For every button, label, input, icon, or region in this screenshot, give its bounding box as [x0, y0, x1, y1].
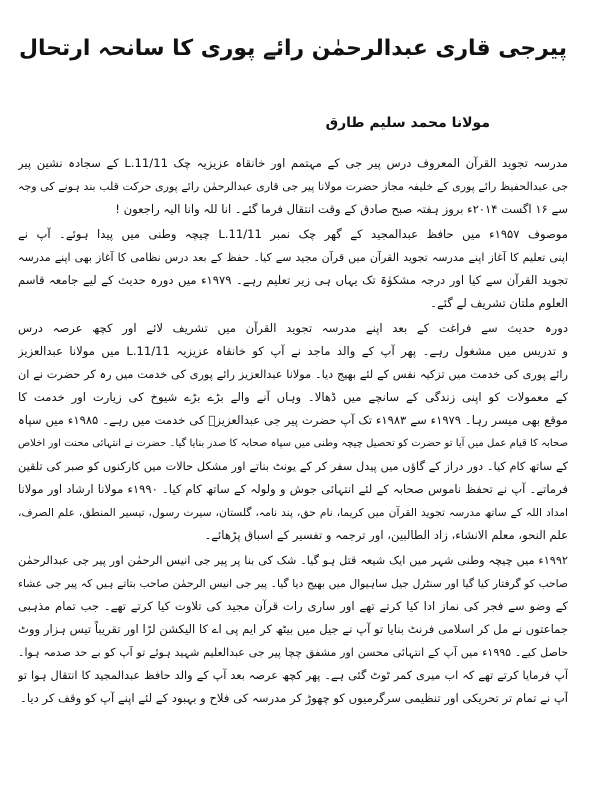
text-line: آپ نے تمام تر تحریکی اور تنظیمی سرگرمیوں کو چھوڑ کر مدرسہ کی فلاح و بہبود کے لئے اپنے آپ کو وقف کر دیا۔	[20, 691, 568, 705]
text-line: امداد اللہ کے ساتھ مدرسہ تجوید القرآن میں کریما، نام حق، پند نامہ، گلستان، سیرت رسول، تیسیر المنطق، علم الصرف،	[18, 506, 568, 519]
text-line: رائے پوری کی خدمت میں تزکیہ نفس کے لئے بھیج دیا۔ مولانا عبدالعزیز رائے پوری کی خدمت میں رہ کر حضرت نے ان	[18, 368, 568, 381]
text-line: اپنی تعلیم کا آغاز اپنے مدرسہ تجوید القرآن میں قرآن مجید سے کیا۔ حفظ کے بعد درس نظامی کا آغاز بھی اپنے مدرسہ	[18, 251, 568, 264]
text-line: ۱۹۹۲ء میں چیچہ وطنی شہر میں ایک شیعہ قتل ہو گیا۔ شک کی بنا پر پیر جی انیس الرحمٰن اور پیر جی عبدالرحمٰن	[18, 554, 568, 567]
text-line: آپ فرمایا کرتے تھے کہ اب میری کمر ٹوٹ گئی ہے۔ پھر کچھ عرصہ بعد آپ کے والد حافظ عبدالمجید کا انتقال ہوا تو	[18, 669, 568, 682]
text-line: کے معمولات کو اپنی زندگی کے سانچے میں ڈھالا۔ وہاں آنے والے بڑے بڑے شیوخ کی زیارت اور خدمت کا	[18, 390, 568, 404]
text-line: فرماتے۔ آپ نے تحفظ ناموس صحابہ کے لئے انتہائی جوش و ولولہ کے ساتھ کام کیا۔ ۱۹۹۰ء مولانا ارشاد اور مولانا	[18, 482, 568, 496]
text-line: تجوید القرآن سے کیا اور درجہ مشکوٰۃ تک یہاں ہی زیر تعلیم رہے۔ ۱۹۷۹ء میں دورہ حدیث کے لیے جامعہ قاسم	[18, 273, 568, 287]
text-line: جی عبدالحفیظ رائے پوری کے خلیفہ مجاز حضرت مولانا پیر جی قاری عبدالرحمٰن رائے پوری حرکت قلب بند ہونے کی وجہ	[18, 180, 568, 193]
text-line: و تدریس میں مشغول رہے۔ پھر آپ کے والد ماجد نے آپ کو خانقاہ عزیزیہ 11/11.L میں مولانا عبدالعزیز	[18, 344, 568, 358]
text-line: سے ۱۶ اگست ۲۰۱۴ء بروز ہفتہ صبح صادق کے وقت انتقال فرما گئے۔ انا للہ وانا الیہ راجعون !	[115, 202, 568, 216]
article-author: مولانا محمد سلیم طارق	[325, 115, 490, 131]
text-line: مدرسہ تجوید القرآن المعروف درس پیر جی کے مہتمم اور خانقاہ عزیزیہ چک 11/11.L کے سجادہ نشین پیر	[18, 156, 568, 170]
text-line: صاحب کو گرفتار کیا گیا اور سنٹرل جیل ساہیوال میں بھیج دیا گیا۔ پیر جی انیس الرحمٰن صاحب بتاتے ہیں کہ پیر جی عشاء	[18, 577, 568, 590]
article-paragraph	[18, 152, 568, 221]
text-line: کے وضو سے فجر کی نماز ادا کیا کرتے تھے اور ساری رات قرآن مجید کی تلاوت کیا کرتے تھے۔ جب تمام مذہبی	[18, 599, 568, 613]
article-paragraph	[18, 223, 568, 315]
text-line: کے ساتھ کام کیا۔ دور دراز کے گاؤں میں پیدل سفر کر کے یونٹ بناتے اور مشکل حالات میں کارکنوں کو صبر کی تلقین	[18, 460, 568, 473]
article-title: پیرجی قاری عبدالرحمٰن رائے پوری کا سانحہ ارتحال	[19, 36, 567, 61]
text-line: صحابہ کا قیام عمل میں آیا تو حضرت کو تحصیل چیچہ وطنی میں سپاہ صحابہ کا صدر بنایا گیا۔ حضرت نے انتہائی محنت اور اخلاص	[18, 438, 568, 449]
text-line: موصوف ۱۹۵۷ء میں حافظ عبدالمجید کے گھر چک نمبر 11/11.L چیچہ وطنی میں پیدا ہوئے۔ آپ نے	[18, 227, 568, 241]
text-line: علم النحو، معلم الانشاء، زاد الطالبین، اور ترجمہ و تفسیر کے اسباق پڑھائے۔	[204, 528, 568, 542]
text-line: حاصل کیے۔ ۱۹۹۵ء میں آپ کے انتہائی محسن اور مشفق چچا پیر جی عبدالعلیم شہید ہوئے تو آپ کو بے حد صدمہ ہوا۔	[18, 646, 568, 659]
text-line: العلوم ملتان تشریف لے گئے۔	[430, 296, 568, 310]
article-body	[18, 152, 568, 710]
text-line: موقع بھی میسر رہا۔ ۱۹۷۹ء سے ۱۹۸۳ء تک آپ حضرت پیر جی عبدالعزیزؒ کی خدمت میں رہے۔ ۱۹۸۵ء میں سپاہ	[18, 413, 568, 427]
article-paragraph	[18, 549, 568, 710]
article-paragraph	[18, 317, 568, 547]
text-line: دورہ حدیث سے فراغت کے بعد اپنے مدرسہ تجوید القرآن میں تشریف لائے اور کچھ عرصہ درس	[18, 321, 568, 335]
text-line: جماعتوں نے مل کر اسلامی فرنٹ بنایا تو آپ نے جیل میں بیٹھ کر ایم پی اے کا الیکشن لڑا اور تقریباً تیس ہزار ووٹ	[18, 622, 568, 636]
